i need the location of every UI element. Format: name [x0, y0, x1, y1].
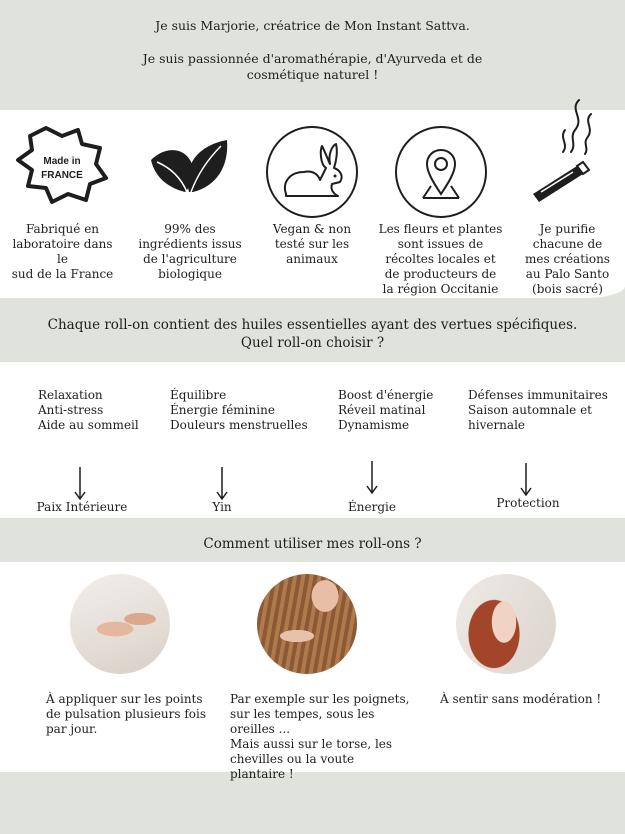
made-in-france-stamp-icon [16, 124, 108, 206]
rollon-benefit: Défenses immunitaires [468, 388, 608, 402]
rollon-result: Protection [496, 496, 560, 510]
rollon-benefit: hivernale [468, 418, 526, 432]
caption-line: sud de la France [11, 267, 114, 281]
rollon-benefit: Relaxation [38, 388, 103, 402]
rabbit-icon [264, 124, 360, 220]
caption-line: Je purifie [539, 222, 596, 236]
rollon-result: Yin [212, 500, 232, 514]
caption-line: de producteurs de [384, 267, 497, 281]
usage-band [0, 562, 625, 781]
caption-line: testé sur les [274, 237, 350, 251]
rollon-benefit: Saison automnale et [468, 403, 593, 417]
rollon-benefit: Anti-stress [38, 403, 104, 417]
arrow-down-icon [520, 462, 532, 498]
location-pin-icon [393, 124, 489, 220]
caption-line: chacune de [532, 237, 603, 251]
feature-caption [135, 222, 245, 282]
usage-line: sur les tempes, sous les [230, 707, 375, 721]
caption-line: ingrédients issus [138, 237, 242, 251]
usage-line: de pulsation plusieurs fois [46, 707, 207, 721]
usage-text [440, 692, 620, 707]
caption-line: Vegan & non [272, 222, 352, 236]
feature-caption [262, 222, 362, 267]
caption-line: animaux [286, 252, 338, 266]
arrow-down-icon [216, 466, 228, 502]
rollon-benefit: Dynamisme [338, 418, 410, 432]
usage-line: chevilles ou la voute [230, 752, 355, 766]
palo-santo-smoke-icon [525, 96, 605, 206]
usage-title: Comment utiliser mes roll-ons ? [203, 536, 422, 552]
caption-line: Les fleurs et plantes [378, 222, 503, 236]
usage-line: À appliquer sur les points [46, 692, 203, 706]
caption-line: sont issues de [397, 237, 484, 251]
arrow-down-icon [366, 460, 378, 496]
stamp-text-2: FRANCE [41, 170, 83, 181]
rollon-column [170, 388, 330, 518]
intro [0, 18, 625, 100]
rollon-benefit: Énergie féminine [170, 403, 275, 417]
rollon-benefit: Boost d'énergie [338, 388, 434, 402]
rollon-benefit: Équilibre [170, 388, 227, 402]
question-line-1: Chaque roll-on contient des huiles essentielles ayant des vertues spécifiques. [47, 317, 578, 333]
caption-line: la région Occitanie [382, 282, 499, 296]
braided-hair-wrists-photo [257, 574, 357, 674]
caption-line: mes créations [525, 252, 610, 266]
caption-line: laboratoire dans le [12, 237, 113, 266]
rollon-benefit: Aide au sommeil [38, 418, 139, 432]
usage-text [230, 692, 420, 782]
usage-line: plantaire ! [230, 767, 294, 781]
caption-line: Fabriqué en [25, 222, 100, 236]
rollon-benefit: Réveil matinal [338, 403, 426, 417]
rollon-benefit: Douleurs menstruelles [170, 418, 308, 432]
wrists-perfume-photo [70, 574, 170, 674]
rollon-column [468, 388, 618, 518]
caption-line: (bois sacré) [532, 282, 603, 296]
usage-line: oreilles ... [230, 722, 291, 736]
intro-line-2b: cosmétique naturel ! [246, 67, 379, 82]
caption-line: 99% des [164, 222, 216, 236]
feature-caption [378, 222, 503, 297]
arrow-down-icon [74, 466, 86, 502]
caption-line: au Palo Santo [525, 267, 610, 281]
caption-line: de l'agriculture [143, 252, 237, 266]
rollon-result: Énergie [348, 500, 396, 514]
rollon-result: Paix Intérieure [36, 500, 128, 514]
stamp-text-1: Made in [43, 156, 81, 167]
rollon-column [338, 388, 458, 518]
red-hair-smelling-photo [456, 574, 556, 674]
intro-line-1: Je suis Marjorie, créatrice de Mon Instant Sattva. [155, 18, 470, 33]
question-heading [0, 316, 625, 352]
rollons-band [0, 362, 625, 518]
features-band [0, 110, 625, 298]
rollon-column [38, 388, 188, 518]
usage-line: Par exemple sur les poignets, [230, 692, 410, 706]
question-line-2: Quel roll-on choisir ? [240, 335, 385, 351]
usage-line: Mais aussi sur le torse, les [230, 737, 393, 751]
usage-text [46, 692, 226, 737]
caption-line: biologique [158, 267, 222, 281]
usage-line: par jour. [46, 722, 98, 736]
feature-caption [515, 222, 620, 297]
leaves-icon [149, 138, 229, 194]
intro-line-2a: Je suis passionnée d'aromathérapie, d'Ayurveda et de [142, 51, 483, 66]
feature-caption [10, 222, 115, 282]
caption-line: récoltes locales et [385, 252, 496, 266]
usage-line: À sentir sans modération ! [440, 692, 602, 706]
